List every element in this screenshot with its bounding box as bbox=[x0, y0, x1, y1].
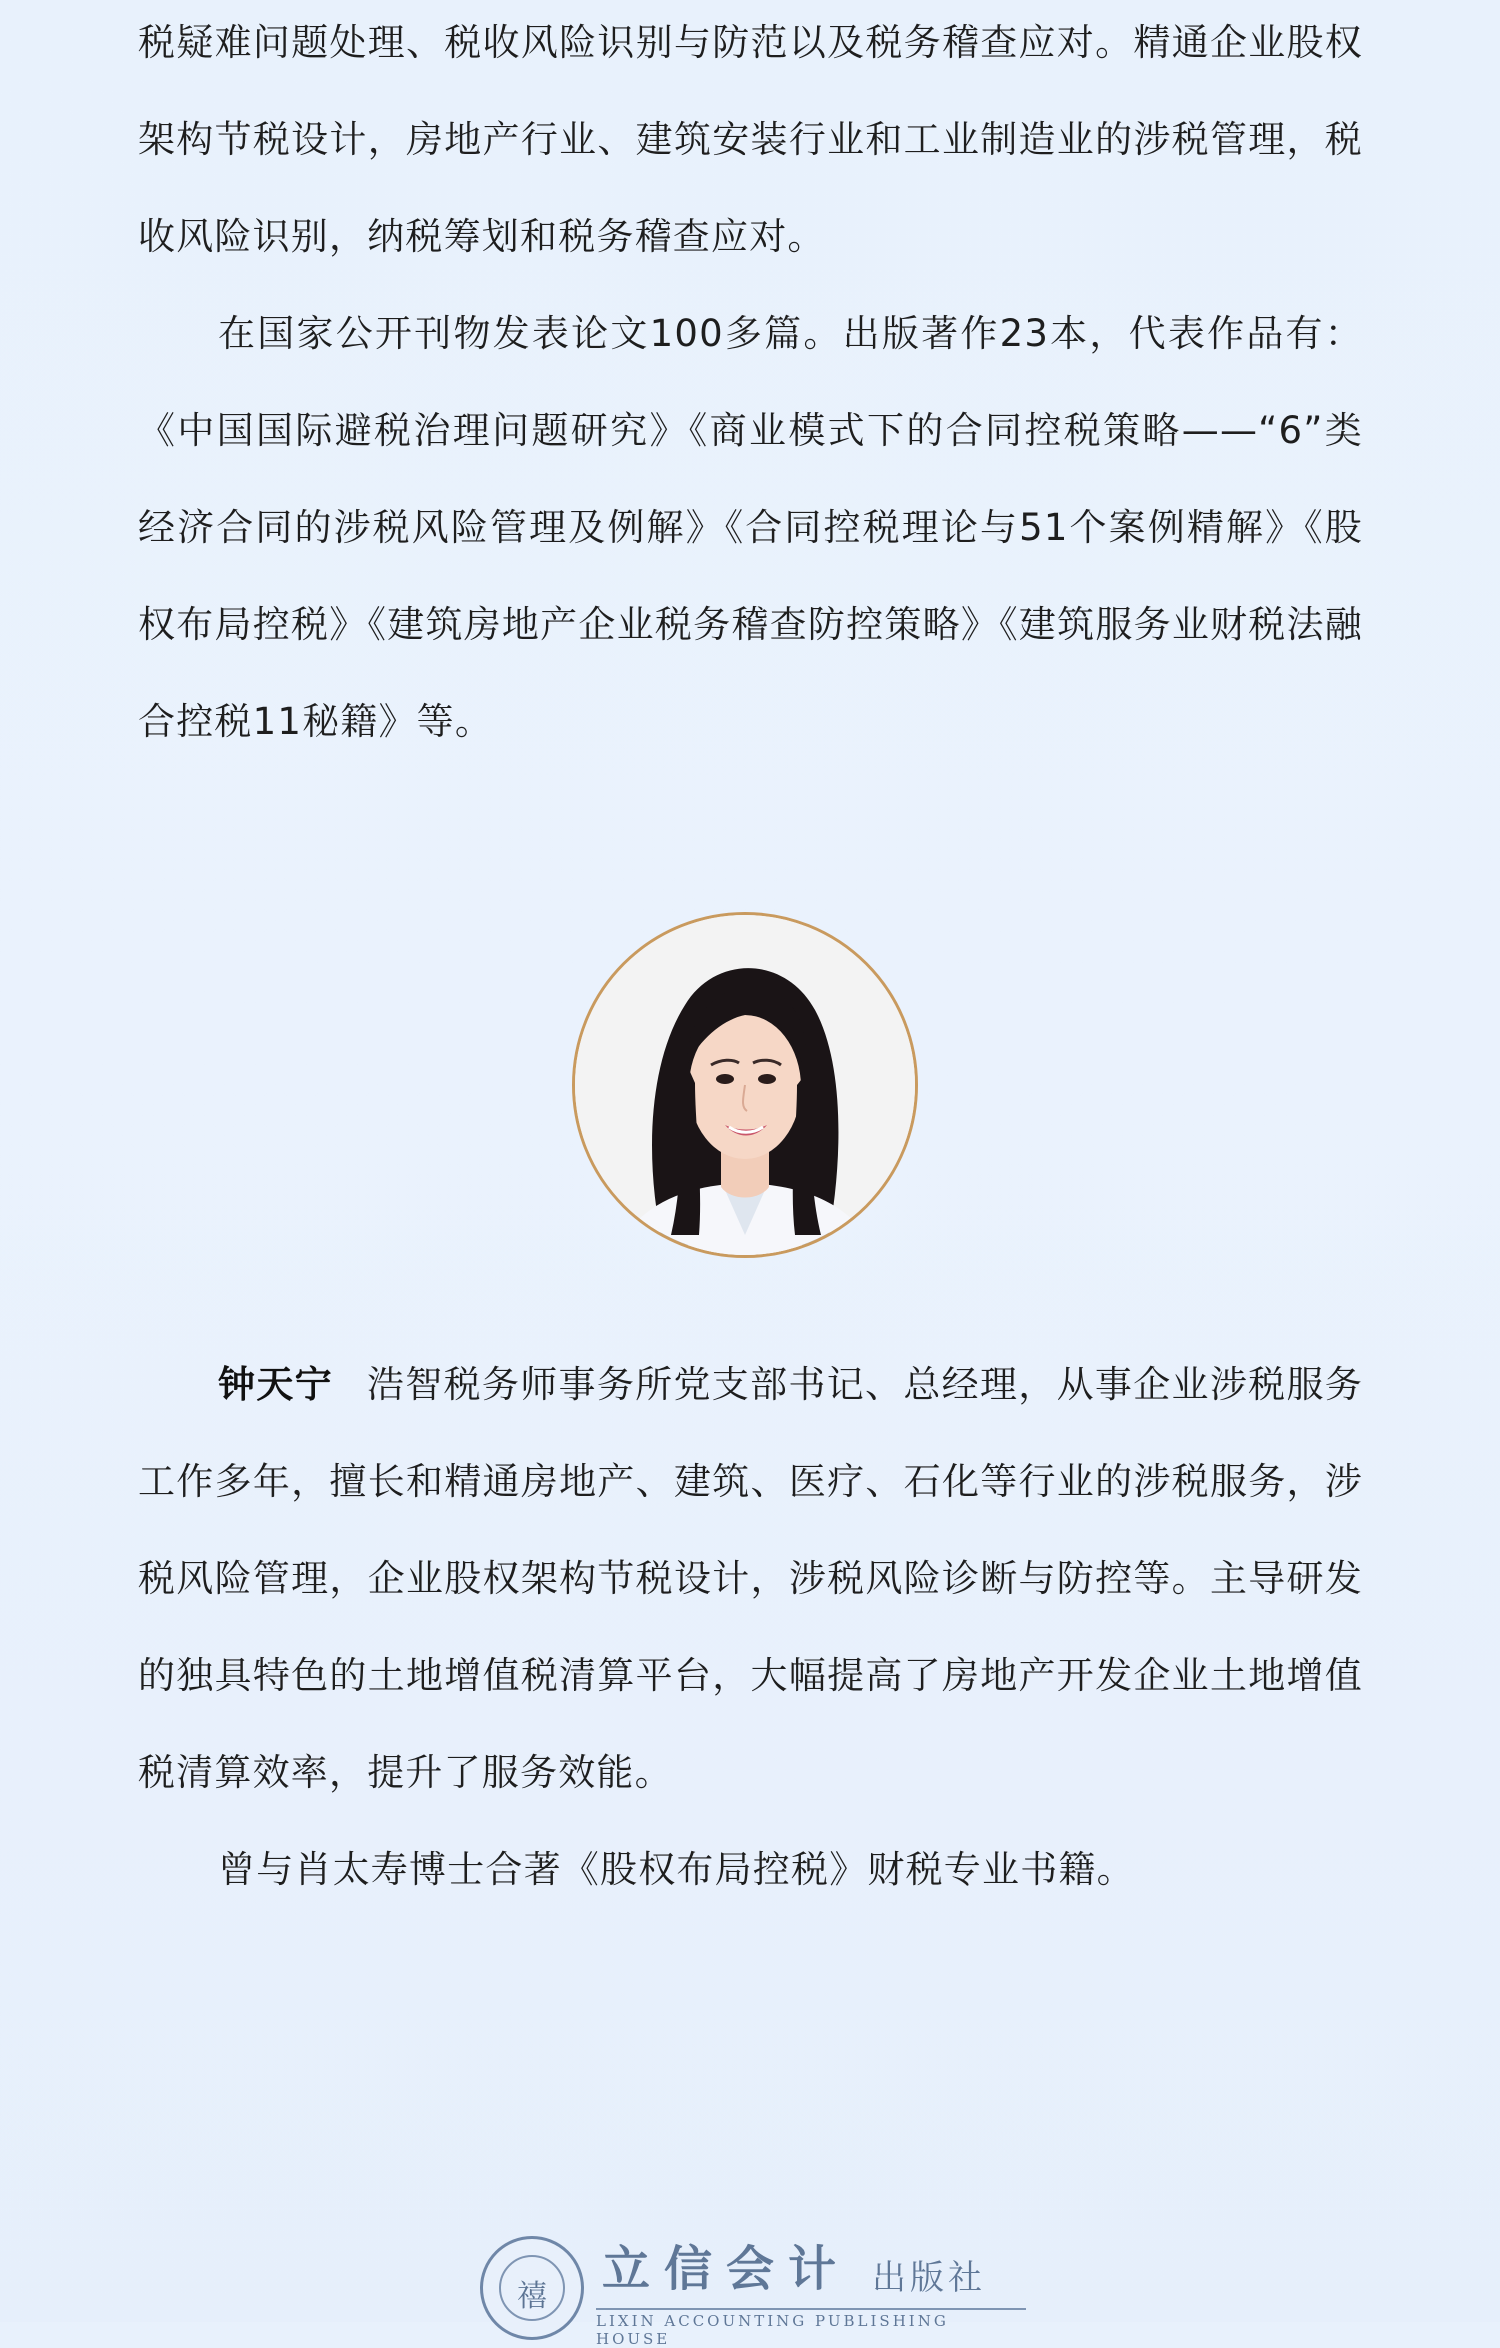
seal-inner-ring bbox=[499, 2255, 565, 2321]
avatar bbox=[572, 912, 918, 1258]
seal-icon bbox=[480, 2236, 584, 2340]
intro-paragraph-2: 在国家公开刊物发表论文100多篇。出版著作23本，代表作品有：《中国国际避税治理问题研究》《商业模式下的合同控税策略——“6”类经济合同的涉税风险管理及例解》《合同控税理论与51个案例精解》《股权布局控税》《建筑房地产企业税务稽查防控策略》《建筑服务业财税法融合控税11秘籍》等。 bbox=[138, 312, 1363, 743]
publisher-logo bbox=[480, 2228, 1040, 2348]
intro-section bbox=[138, 0, 1363, 770]
publisher-english-name: LIXIN ACCOUNTING PUBLISHING HOUSE bbox=[596, 2308, 1026, 2348]
person-name: 钟天宁 bbox=[218, 1363, 333, 1406]
publisher-suffix: 出版社 bbox=[872, 2258, 986, 2298]
publisher-name: 立信会计 bbox=[602, 2241, 851, 2297]
seal-character: 禧 bbox=[517, 2279, 547, 2314]
person-bio-text: 浩智税务师事务所党支部书记、总经理，从事企业涉税服务工作多年，擅长和精通房地产、建筑、医疗、石化等行业的涉税服务，涉税风险管理，企业股权架构节税设计，涉税风险诊断与防控等。主导研发的独具特色的土地增值税清算平台，大幅提高了房地产开发企业土地增值税清算效率，提升了服务效能。 bbox=[138, 1363, 1363, 1794]
person-note: 曾与肖太寿博士合著《股权布局控税》财税专业书籍。 bbox=[218, 1848, 1135, 1891]
person-section bbox=[138, 1336, 1363, 1918]
intro-paragraph-1: 税疑难问题处理、税收风险识别与防范以及税务稽查应对。精通企业股权架构节税设计，房地产行业、建筑安装行业和工业制造业的涉税管理，税收风险识别，纳税筹划和税务稽查应对。 bbox=[138, 21, 1363, 258]
person-bio bbox=[138, 1336, 1363, 1821]
portrait-photo bbox=[575, 915, 915, 1255]
